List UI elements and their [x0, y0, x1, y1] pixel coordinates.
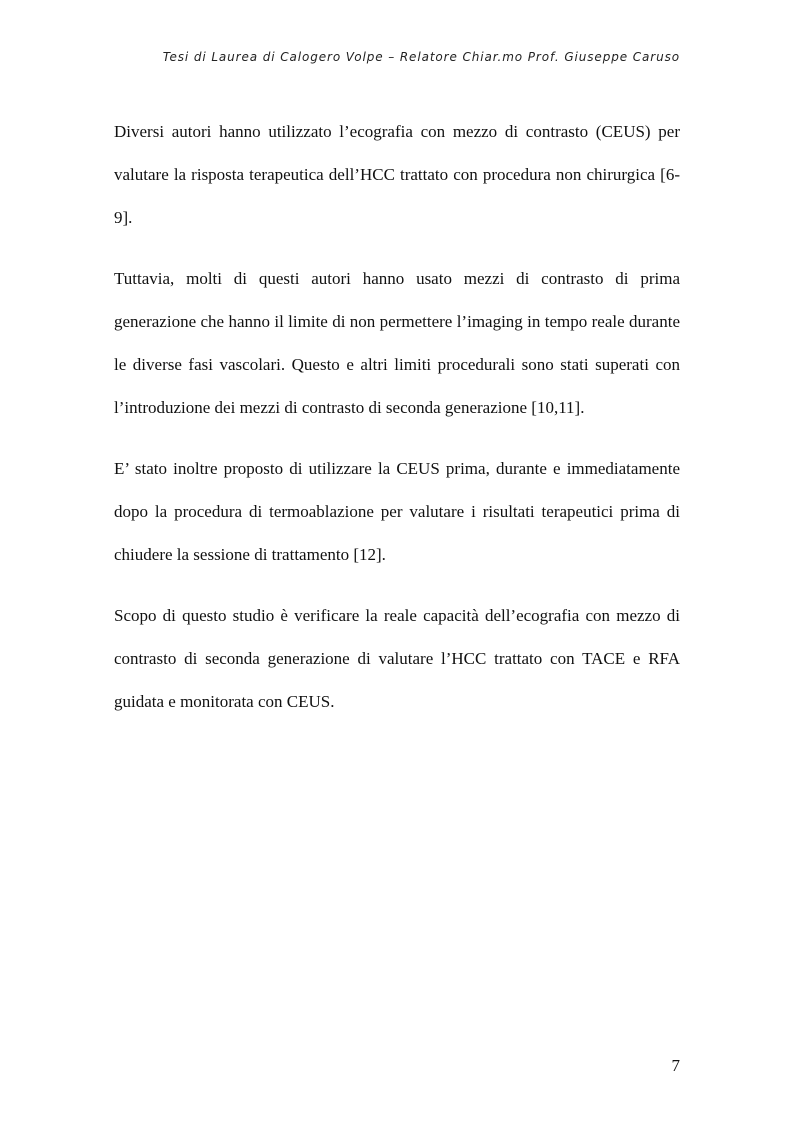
paragraph-termoablazione: E’ stato inoltre proposto di utilizzare la CEUS prima, durante e immediatamente dopo la procedura di termoablazione per valutare i risultati terapeutici prima di chiudere la sessione di trattamento [12]. — [114, 459, 680, 564]
paragraph-study-aim: Scopo di questo studio è verificare la reale capacità dell’ecografia con mezzo di contrasto di seconda generazione di valutare l’HCC trattato con TACE e RFA guidata e monitorata con CEUS. — [114, 606, 680, 711]
paragraph-first-generation: Tuttavia, molti di questi autori hanno usato mezzi di contrasto di prima generazione che hanno il limite di non permettere l’imaging in tempo reale durante le diverse fasi vascolari. Questo e altri limiti procedurali sono stati superati con l’introduzione dei mezzi di contrasto di seconda generazione [10,11]. — [114, 269, 680, 417]
page-number: 7 — [671, 1056, 680, 1075]
body-text — [114, 110, 680, 741]
paragraph-ceus-authors: Diversi autori hanno utilizzato l’ecografia con mezzo di contrasto (CEUS) per valutare la risposta terapeutica dell’HCC trattato con procedura non chirurgica [6-9]. — [114, 122, 680, 227]
running-header: Tesi di Laurea di Calogero Volpe – Relatore Chiar.mo Prof. Giuseppe Caruso — [162, 50, 680, 64]
